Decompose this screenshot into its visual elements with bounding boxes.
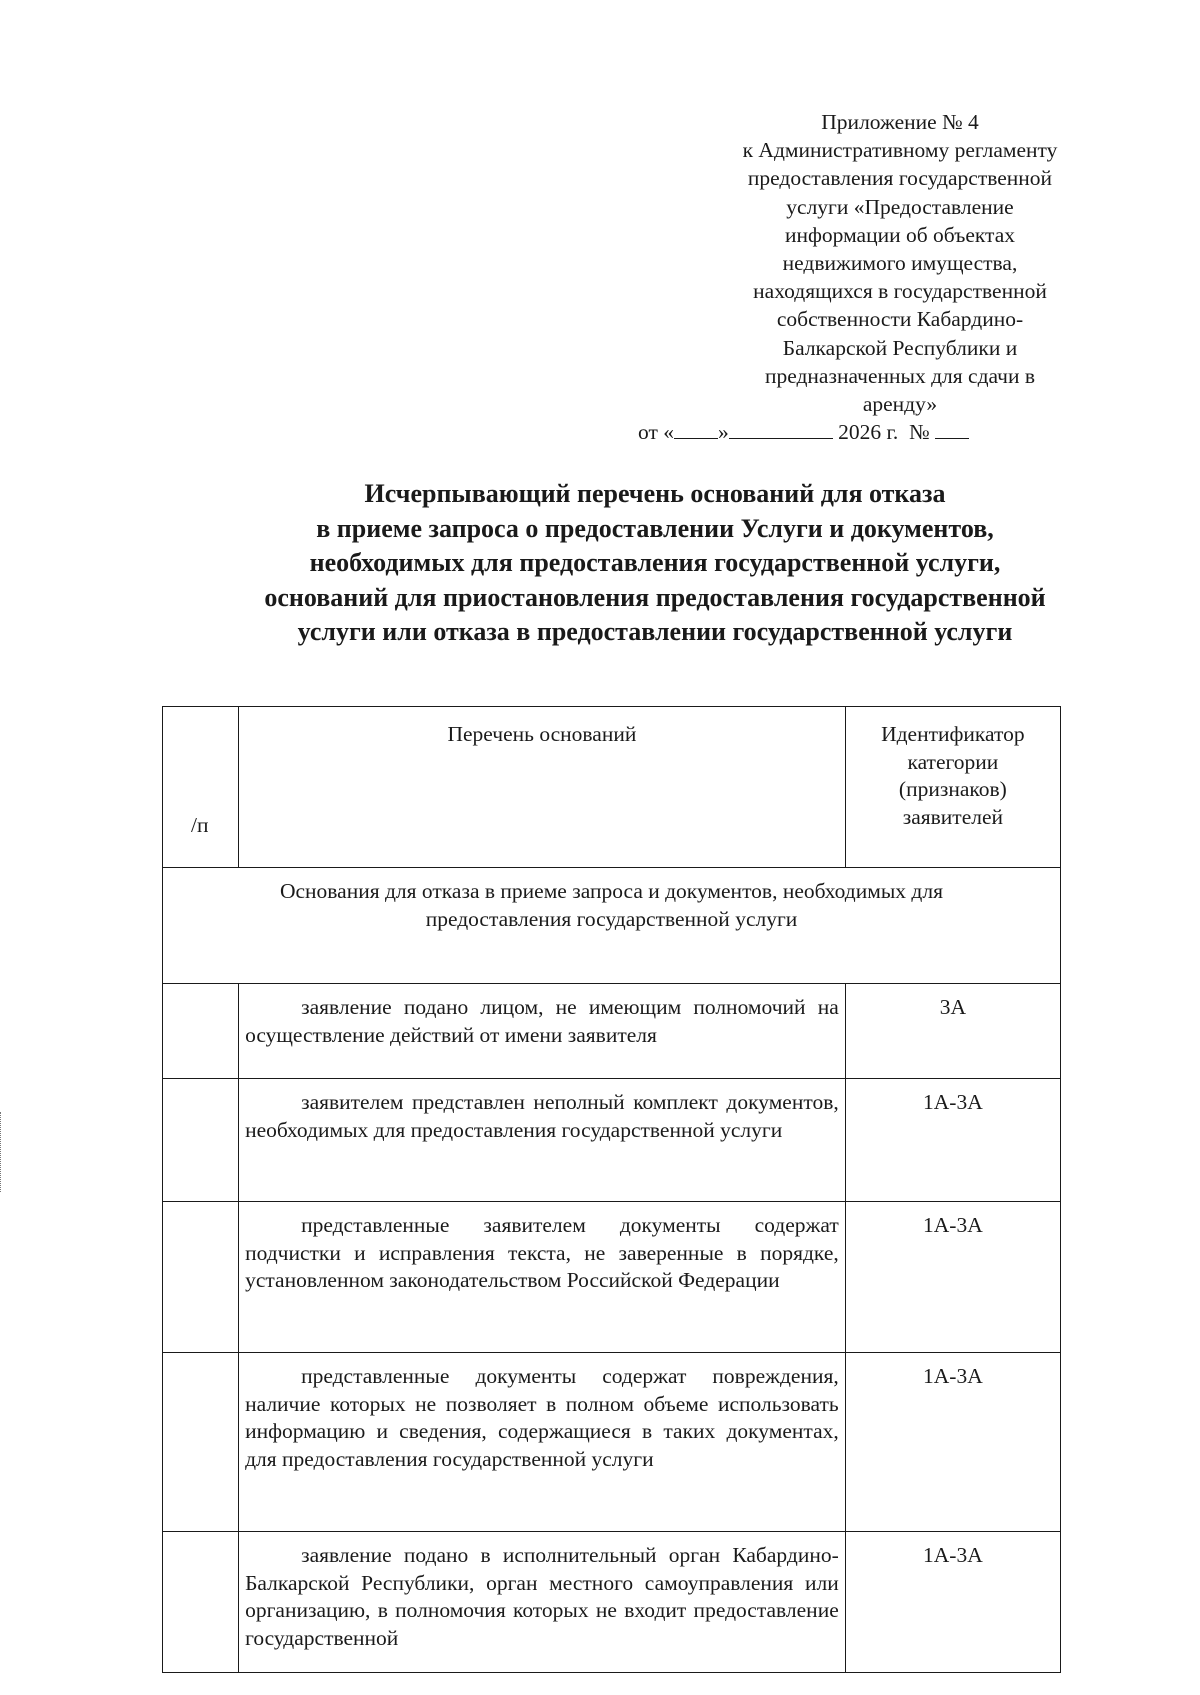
row-identifier-cell: 1А-3А: [845, 1532, 1060, 1673]
header-id-line: Идентификатор: [881, 722, 1025, 746]
date-mid: »: [718, 420, 729, 445]
row-grounds-cell: [239, 1532, 846, 1673]
row-grounds-cell: [239, 1079, 846, 1202]
title-line: в приеме запроса о предоставлении Услуги и документов,: [316, 513, 994, 543]
appendix-line: Приложение № 4: [821, 110, 979, 134]
appendix-line: Балкарской Республики и: [782, 335, 1018, 360]
header-number-cell: /п: [163, 707, 239, 868]
table-row: [163, 1532, 1061, 1673]
row-number-cell: [163, 1079, 239, 1202]
row-number-cell: [163, 984, 239, 1079]
table-row: [163, 984, 1061, 1079]
title-line: Исчерпывающий перечень оснований для отказа: [364, 479, 946, 508]
appendix-line: информации об объектах: [784, 222, 1015, 247]
header-id-line: (признаков): [898, 777, 1007, 801]
number-label: №: [909, 420, 930, 445]
title-line: оснований для приостановления предоставления государственной: [264, 582, 1046, 612]
header-id-line: заявителей: [902, 804, 1004, 829]
day-blank: [674, 420, 718, 439]
document-title: [200, 477, 1110, 650]
appendix-header: [638, 108, 1100, 446]
scan-edge-mark: [0, 1112, 3, 1192]
table-header-row: [163, 707, 1061, 868]
row-number-cell: [163, 1532, 239, 1673]
row-identifier-cell: 1А-3А: [845, 1079, 1060, 1202]
row-number-cell: [163, 1202, 239, 1353]
header-grounds-cell: Перечень оснований: [239, 707, 846, 868]
date-number-line: [638, 418, 1100, 446]
year-text: 2026 г.: [838, 420, 899, 445]
title-line: услуги или отказа в предоставлении государственной услуги: [297, 617, 1013, 646]
title-line: необходимых для предоставления государственной услуги,: [309, 548, 1001, 577]
header-id-line: категории: [907, 749, 999, 774]
row-grounds-text: представленные заявителем документы содержат подчистки и исправления текста, не заверенные в порядке, установленном законодательством Российской Федерации: [245, 1213, 839, 1292]
row-grounds-cell: [239, 984, 846, 1079]
table-row: [163, 1353, 1061, 1532]
date-prefix: от «: [638, 420, 674, 445]
appendix-line: собственности Кабардино-: [776, 307, 1024, 332]
row-identifier-cell: 3А: [845, 984, 1060, 1079]
section-row: [163, 868, 1061, 984]
row-grounds-text: заявителем представлен неполный комплект документов, необходимых для предоставления государственной услуги: [245, 1090, 839, 1142]
row-grounds-text: представленные документы содержат повреждения, наличие которых не позволяет в полном объеме использовать информацию и сведения, содержащиеся в таких документах, для предоставления государственной услуги: [245, 1364, 839, 1471]
section-heading-cell: [163, 868, 1061, 984]
row-grounds-cell: [239, 1202, 846, 1353]
row-grounds-text: заявление подано в исполнительный орган Кабардино-Балкарской Республики, орган местного самоуправления или организацию, в полномочия которых не входит предоставление государственной: [245, 1543, 839, 1650]
appendix-line: предоставления государственной: [747, 166, 1053, 191]
month-blank: [729, 420, 833, 439]
table-row: [163, 1202, 1061, 1353]
appendix-line: предназначенных для сдачи в: [764, 363, 1036, 388]
section-line: Основания для отказа в приеме запроса и документов, необходимых для: [279, 879, 943, 903]
header-identifier-cell: [845, 707, 1060, 868]
grounds-table: [162, 706, 1061, 1673]
row-number-cell: [163, 1353, 239, 1532]
section-line: предоставления государственной услуги: [425, 906, 798, 931]
row-grounds-text: заявление подано лицом, не имеющим полномочий на осуществление действий от имени заявителя: [245, 995, 839, 1047]
appendix-line: находящихся в государственной: [753, 279, 1047, 304]
table-row: [163, 1079, 1061, 1202]
appendix-line: недвижимого имущества,: [782, 251, 1018, 276]
row-identifier-cell: 1А-3А: [845, 1353, 1060, 1532]
number-blank: [935, 420, 969, 439]
row-identifier-cell: 1А-3А: [845, 1202, 1060, 1353]
row-grounds-cell: [239, 1353, 846, 1532]
appendix-line: к Административному регламенту: [742, 138, 1058, 163]
appendix-line: услуги «Предоставление: [786, 194, 1014, 219]
appendix-line: аренду»: [862, 392, 938, 417]
